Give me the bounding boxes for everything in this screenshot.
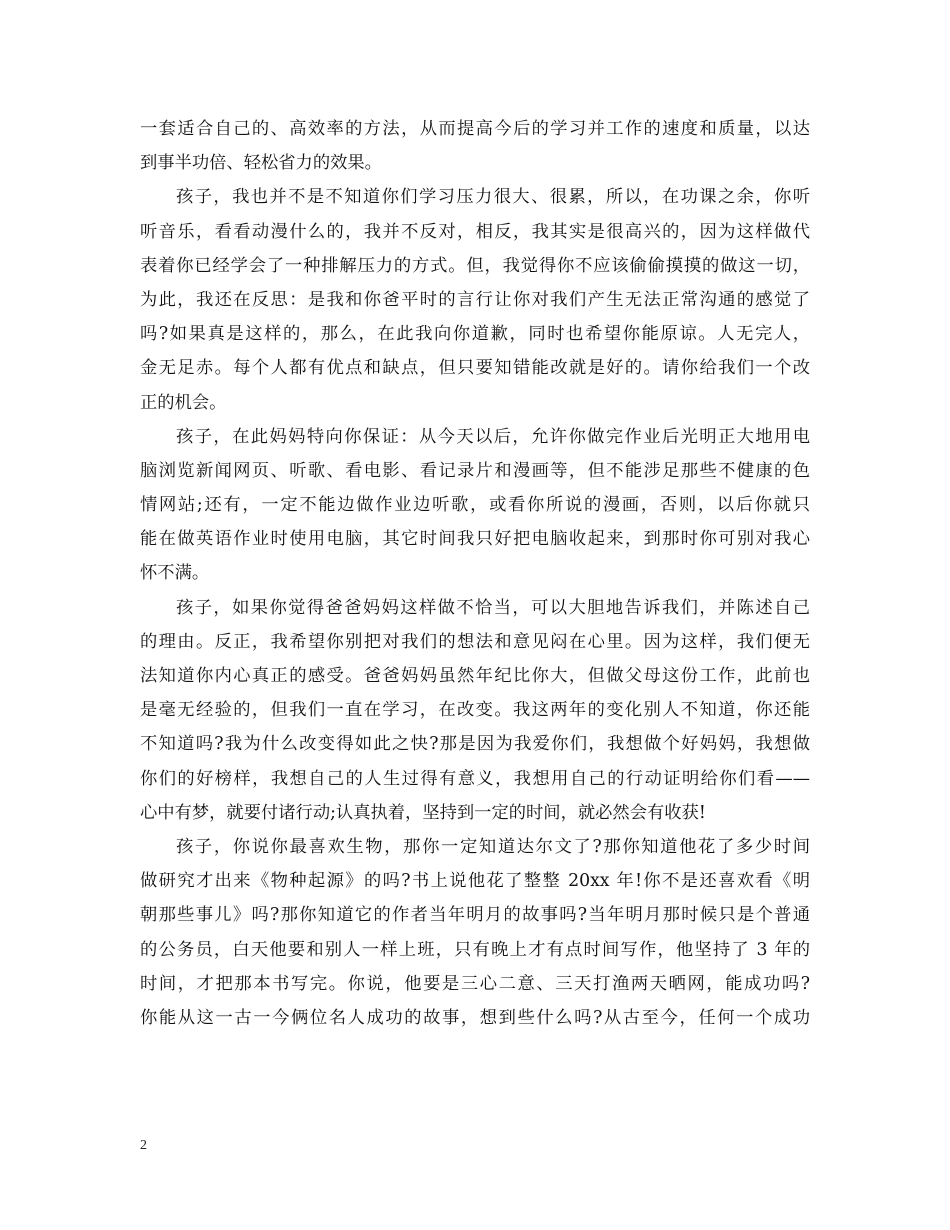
- text-line: 吗?如果真是这样的，那么，在此我向你道歉，同时也希望你能原谅。人无完人，: [140, 324, 810, 345]
- text-line: 时间，才把那本书写完。你说，他要是三心二意、三天打渔两天晒网，能成功吗?: [140, 973, 810, 994]
- text-line: 脑浏览新闻网页、听歌、看电影、看记录片和漫画等，但不能涉足那些不健康的色: [140, 460, 810, 481]
- text-line: 孩子，如果你觉得爸爸妈妈这样做不恰当，可以大胆地告诉我们，并陈述自己: [176, 597, 810, 618]
- text-line: 孩子，我也并不是不知道你们学习压力很大、很累，所以，在功课之余，你听: [176, 187, 810, 208]
- text-line: 朝那些事儿》吗?那你知道它的作者当年明月的故事吗?当年明月那时候只是个普通: [140, 905, 810, 926]
- page-number: 2: [140, 1138, 147, 1153]
- text-line: 不知道吗?我为什么改变得如此之快?那是因为我爱你们，我想做个好妈妈，我想做: [140, 734, 810, 755]
- document-body: [140, 112, 810, 1035]
- text-line: 心中有梦，就要付诸行动;认真执着，坚持到一定的时间，就必然会有收获!: [140, 802, 706, 823]
- text-line: 的公务员，白天他要和别人一样上班，只有晚上才有点时间写作，他坚持了 3 年的: [140, 939, 810, 960]
- text-line: 到事半功倍、轻松省力的效果。: [140, 153, 382, 174]
- text-line: 一套适合自己的、高效率的方法，从而提高今后的学习并工作的速度和质量，以达: [140, 119, 810, 139]
- text-line: 做研究才出来《物种起源》的吗?书上说他花了整整 20xx 年!你不是还喜欢看《明: [140, 871, 810, 892]
- text-line: 的理由。反正，我希望你别把对我们的想法和意见闷在心里。因为这样，我们便无: [140, 631, 810, 652]
- text-line: 你们的好榜样，我想自己的人生过得有意义，我想用自己的行动证明给你们看——: [140, 768, 810, 789]
- text-line: 是毫无经验的，但我们一直在学习，在改变。我这两年的变化别人不知道，你还能: [140, 700, 810, 721]
- text-line: 为此，我还在反思：是我和你爸平时的言行让你对我们产生无法正常沟通的感觉了: [140, 289, 810, 310]
- text-line: 听音乐，看看动漫什么的，我并不反对，相反，我其实是很高兴的，因为这样做代: [140, 221, 810, 242]
- text-line: 孩子，你说你最喜欢生物，那你一定知道达尔文了?那你知道他花了多少时间: [176, 836, 810, 857]
- text-line: 法知道你内心真正的感受。爸爸妈妈虽然年纪比你大，但做父母这份工作，此前也: [140, 666, 810, 686]
- text-line: 正的机会。: [140, 392, 227, 413]
- text-line: 怀不满。: [140, 563, 210, 584]
- text-line: 情网站;还有，一定不能边做作业边听歌，或看你所说的漫画，否则，以后你就只: [140, 495, 810, 516]
- text-line: 金无足赤。每个人都有优点和缺点，但只要知错能改就是好的。请你给我们一个改: [140, 358, 810, 379]
- text-line: 能在做英语作业时使用电脑，其它时间我只好把电脑收起来，到那时你可别对我心: [140, 529, 810, 550]
- text-line: 孩子，在此妈妈特向你保证：从今天以后，允许你做完作业后光明正大地用电: [176, 426, 810, 447]
- text-line: 表着你已经学会了一种排解压力的方式。但，我觉得你不应该偷偷摸摸的做这一切，: [140, 255, 810, 276]
- text-line: 你能从这一古一今俩位名人成功的故事，想到些什么吗?从古至今，任何一个成功: [140, 1007, 810, 1028]
